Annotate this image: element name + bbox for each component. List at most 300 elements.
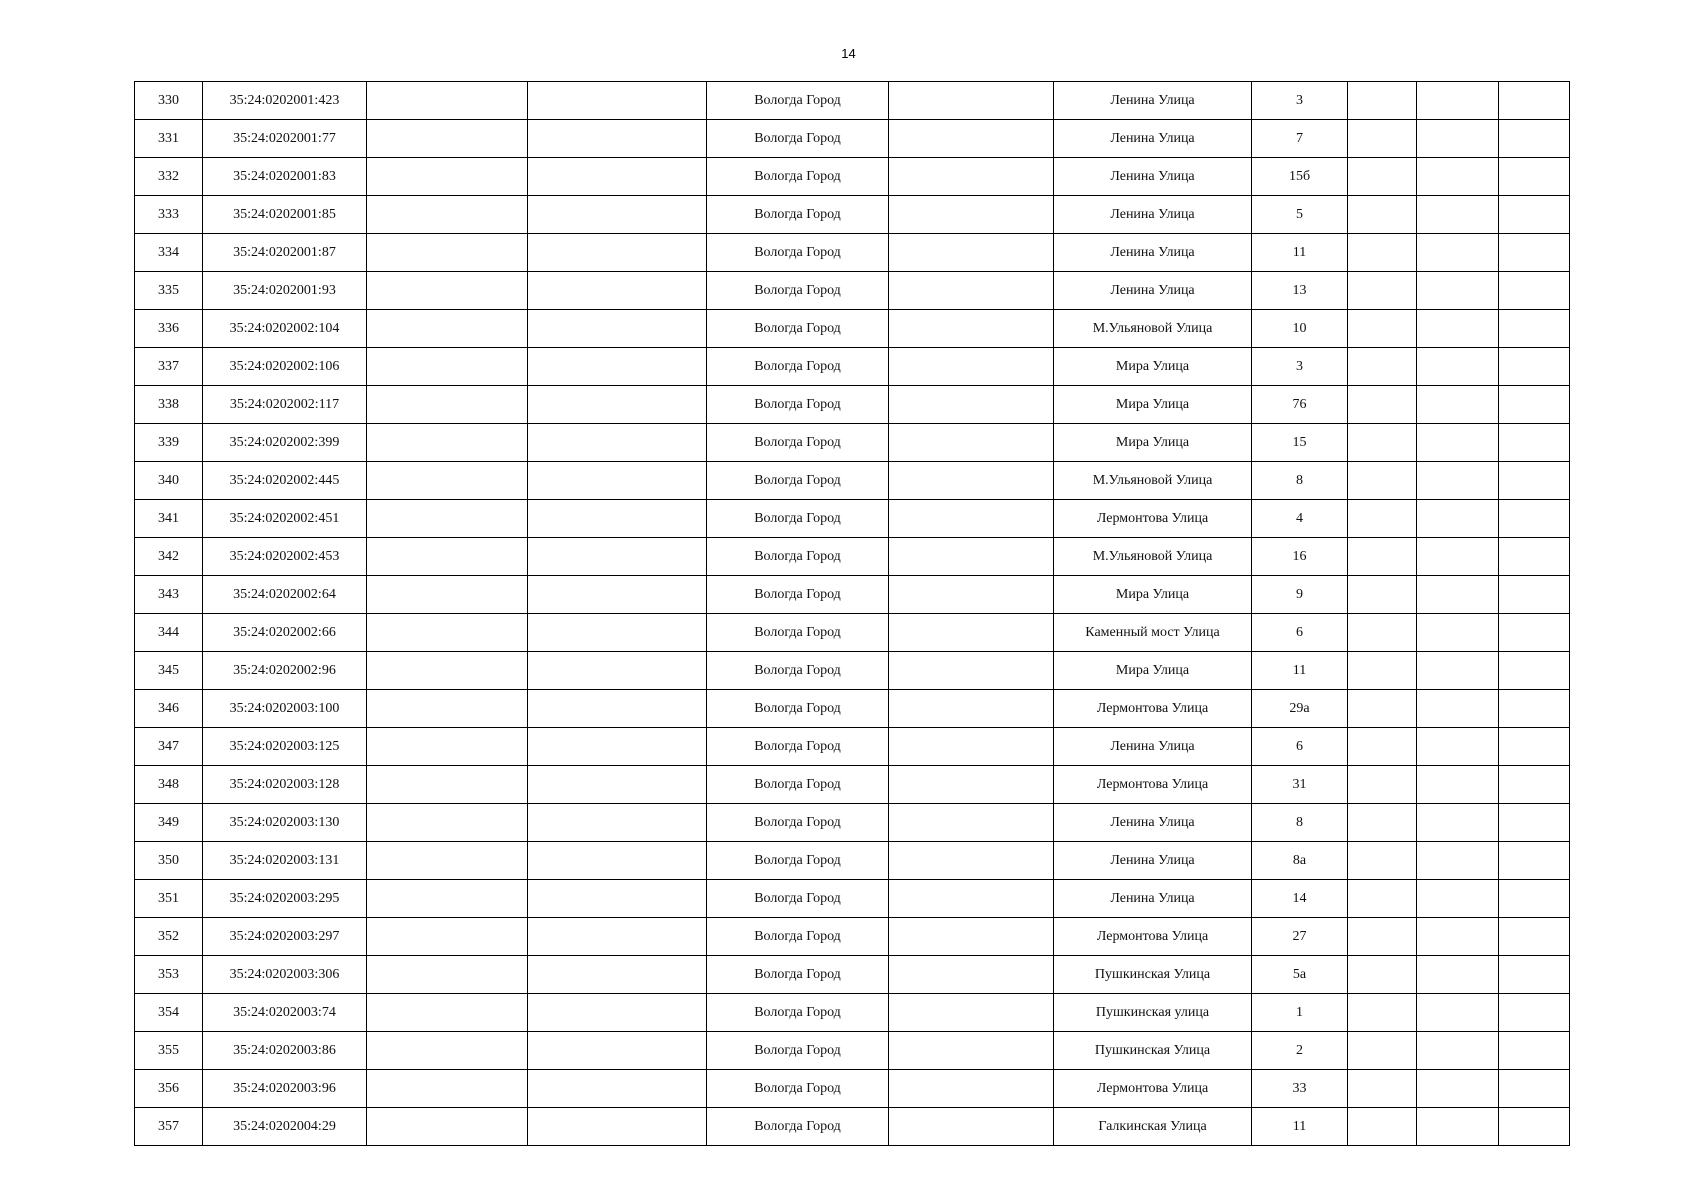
table-row — [135, 956, 1570, 994]
row-number-cell: 357 — [135, 1108, 203, 1146]
empty-cell — [1499, 1108, 1570, 1146]
city-cell: Вологда Город — [707, 918, 889, 956]
table-row — [135, 120, 1570, 158]
empty-cell — [1348, 424, 1417, 462]
table-row — [135, 728, 1570, 766]
empty-cell — [1417, 158, 1499, 196]
city-cell: Вологда Город — [707, 766, 889, 804]
empty-cell — [1348, 1108, 1417, 1146]
city-cell: Вологда Город — [707, 842, 889, 880]
house-number-cell: 4 — [1252, 500, 1348, 538]
empty-cell — [889, 82, 1054, 120]
empty-cell — [528, 158, 707, 196]
empty-cell — [1499, 994, 1570, 1032]
empty-cell — [1499, 120, 1570, 158]
empty-cell — [1348, 158, 1417, 196]
empty-cell — [1499, 652, 1570, 690]
empty-cell — [889, 918, 1054, 956]
empty-cell — [1348, 956, 1417, 994]
cadastral-number-cell: 35:24:0202003:96 — [203, 1070, 367, 1108]
empty-cell — [528, 766, 707, 804]
empty-cell — [1499, 386, 1570, 424]
empty-cell — [367, 728, 528, 766]
house-number-cell: 8 — [1252, 462, 1348, 500]
empty-cell — [1348, 576, 1417, 614]
city-cell: Вологда Город — [707, 82, 889, 120]
empty-cell — [528, 1032, 707, 1070]
row-number-cell: 343 — [135, 576, 203, 614]
table-row — [135, 614, 1570, 652]
row-number-cell: 332 — [135, 158, 203, 196]
empty-cell — [1417, 310, 1499, 348]
cadastral-number-cell: 35:24:0202003:297 — [203, 918, 367, 956]
empty-cell — [1348, 1032, 1417, 1070]
table-row — [135, 652, 1570, 690]
street-cell: Лермонтова Улица — [1054, 1070, 1252, 1108]
table-row — [135, 842, 1570, 880]
street-cell: Мира Улица — [1054, 424, 1252, 462]
empty-cell — [367, 1108, 528, 1146]
cadastral-number-cell: 35:24:0202003:125 — [203, 728, 367, 766]
cadastral-number-cell: 35:24:0202003:86 — [203, 1032, 367, 1070]
row-number-cell: 333 — [135, 196, 203, 234]
row-number-cell: 338 — [135, 386, 203, 424]
empty-cell — [367, 310, 528, 348]
empty-cell — [1348, 310, 1417, 348]
empty-cell — [1417, 120, 1499, 158]
page-number: 14 — [841, 46, 856, 61]
table-row — [135, 766, 1570, 804]
row-number-cell: 352 — [135, 918, 203, 956]
empty-cell — [528, 120, 707, 158]
empty-cell — [367, 234, 528, 272]
empty-cell — [1348, 348, 1417, 386]
cadastral-number-cell: 35:24:0202001:85 — [203, 196, 367, 234]
street-cell: Ленина Улица — [1054, 272, 1252, 310]
house-number-cell: 1 — [1252, 994, 1348, 1032]
empty-cell — [1348, 880, 1417, 918]
empty-cell — [367, 158, 528, 196]
street-cell: Ленина Улица — [1054, 842, 1252, 880]
street-cell: Ленина Улица — [1054, 728, 1252, 766]
house-number-cell: 14 — [1252, 880, 1348, 918]
empty-cell — [528, 196, 707, 234]
empty-cell — [1348, 918, 1417, 956]
empty-cell — [367, 652, 528, 690]
empty-cell — [367, 576, 528, 614]
house-number-cell: 11 — [1252, 652, 1348, 690]
table-row — [135, 690, 1570, 728]
empty-cell — [1348, 196, 1417, 234]
empty-cell — [528, 500, 707, 538]
empty-cell — [889, 500, 1054, 538]
street-cell: Каменный мост Улица — [1054, 614, 1252, 652]
empty-cell — [1348, 842, 1417, 880]
city-cell: Вологда Город — [707, 728, 889, 766]
table-row — [135, 158, 1570, 196]
house-number-cell: 9 — [1252, 576, 1348, 614]
street-cell: Мира Улица — [1054, 652, 1252, 690]
table-row — [135, 386, 1570, 424]
table-row — [135, 310, 1570, 348]
cadastral-number-cell: 35:24:0202002:64 — [203, 576, 367, 614]
city-cell: Вологда Город — [707, 120, 889, 158]
empty-cell — [1499, 956, 1570, 994]
empty-cell — [367, 994, 528, 1032]
street-cell: М.Ульяновой Улица — [1054, 538, 1252, 576]
empty-cell — [1499, 804, 1570, 842]
empty-cell — [1348, 120, 1417, 158]
empty-cell — [1417, 424, 1499, 462]
street-cell: Лермонтова Улица — [1054, 500, 1252, 538]
empty-cell — [889, 994, 1054, 1032]
city-cell: Вологда Город — [707, 538, 889, 576]
city-cell: Вологда Город — [707, 994, 889, 1032]
empty-cell — [367, 614, 528, 652]
empty-cell — [367, 842, 528, 880]
empty-cell — [1417, 500, 1499, 538]
empty-cell — [1417, 234, 1499, 272]
city-cell: Вологда Город — [707, 500, 889, 538]
house-number-cell: 5а — [1252, 956, 1348, 994]
city-cell: Вологда Город — [707, 652, 889, 690]
street-cell: Ленина Улица — [1054, 196, 1252, 234]
table-row — [135, 234, 1570, 272]
house-number-cell: 15б — [1252, 158, 1348, 196]
empty-cell — [1499, 348, 1570, 386]
city-cell: Вологда Город — [707, 234, 889, 272]
city-cell: Вологда Город — [707, 272, 889, 310]
city-cell: Вологда Город — [707, 1032, 889, 1070]
row-number-cell: 350 — [135, 842, 203, 880]
street-cell: Галкинская Улица — [1054, 1108, 1252, 1146]
empty-cell — [1499, 272, 1570, 310]
street-cell: Мира Улица — [1054, 386, 1252, 424]
empty-cell — [528, 538, 707, 576]
empty-cell — [1499, 424, 1570, 462]
cadastral-number-cell: 35:24:0202001:83 — [203, 158, 367, 196]
table-row — [135, 1108, 1570, 1146]
empty-cell — [367, 880, 528, 918]
empty-cell — [1417, 82, 1499, 120]
house-number-cell: 5 — [1252, 196, 1348, 234]
empty-cell — [1499, 234, 1570, 272]
empty-cell — [1417, 652, 1499, 690]
empty-cell — [1348, 538, 1417, 576]
house-number-cell: 8 — [1252, 804, 1348, 842]
house-number-cell: 29а — [1252, 690, 1348, 728]
empty-cell — [1499, 82, 1570, 120]
empty-cell — [1417, 1070, 1499, 1108]
city-cell: Вологда Город — [707, 310, 889, 348]
empty-cell — [1417, 994, 1499, 1032]
house-number-cell: 3 — [1252, 348, 1348, 386]
table-row — [135, 462, 1570, 500]
empty-cell — [1348, 272, 1417, 310]
empty-cell — [528, 82, 707, 120]
city-cell: Вологда Город — [707, 424, 889, 462]
row-number-cell: 334 — [135, 234, 203, 272]
house-number-cell: 8а — [1252, 842, 1348, 880]
empty-cell — [889, 386, 1054, 424]
empty-cell — [1348, 728, 1417, 766]
empty-cell — [367, 424, 528, 462]
empty-cell — [1417, 538, 1499, 576]
house-number-cell: 2 — [1252, 1032, 1348, 1070]
table-row — [135, 196, 1570, 234]
empty-cell — [367, 348, 528, 386]
empty-cell — [528, 272, 707, 310]
house-number-cell: 15 — [1252, 424, 1348, 462]
empty-cell — [889, 614, 1054, 652]
empty-cell — [528, 234, 707, 272]
cadastral-number-cell: 35:24:0202003:306 — [203, 956, 367, 994]
table-row — [135, 348, 1570, 386]
row-number-cell: 348 — [135, 766, 203, 804]
cadastral-number-cell: 35:24:0202002:96 — [203, 652, 367, 690]
table-row — [135, 424, 1570, 462]
empty-cell — [1348, 82, 1417, 120]
cadastral-number-cell: 35:24:0202002:451 — [203, 500, 367, 538]
empty-cell — [528, 1108, 707, 1146]
table-row — [135, 994, 1570, 1032]
cadastral-number-cell: 35:24:0202003:295 — [203, 880, 367, 918]
empty-cell — [1348, 614, 1417, 652]
empty-cell — [367, 1070, 528, 1108]
house-number-cell: 6 — [1252, 614, 1348, 652]
empty-cell — [1348, 386, 1417, 424]
empty-cell — [1417, 804, 1499, 842]
city-cell: Вологда Город — [707, 462, 889, 500]
cadastral-number-cell: 35:24:0202003:74 — [203, 994, 367, 1032]
empty-cell — [1417, 918, 1499, 956]
empty-cell — [889, 804, 1054, 842]
house-number-cell: 11 — [1252, 1108, 1348, 1146]
row-number-cell: 340 — [135, 462, 203, 500]
city-cell: Вологда Город — [707, 804, 889, 842]
empty-cell — [528, 804, 707, 842]
table-row — [135, 500, 1570, 538]
row-number-cell: 354 — [135, 994, 203, 1032]
empty-cell — [367, 766, 528, 804]
empty-cell — [889, 956, 1054, 994]
cadastral-number-cell: 35:24:0202002:66 — [203, 614, 367, 652]
row-number-cell: 339 — [135, 424, 203, 462]
empty-cell — [528, 994, 707, 1032]
row-number-cell: 342 — [135, 538, 203, 576]
empty-cell — [889, 158, 1054, 196]
street-cell: Ленина Улица — [1054, 234, 1252, 272]
empty-cell — [1499, 690, 1570, 728]
row-number-cell: 335 — [135, 272, 203, 310]
empty-cell — [1348, 766, 1417, 804]
table-body — [135, 82, 1570, 1146]
cadastral-number-cell: 35:24:0202001:423 — [203, 82, 367, 120]
empty-cell — [528, 310, 707, 348]
empty-cell — [528, 576, 707, 614]
city-cell: Вологда Город — [707, 880, 889, 918]
house-number-cell: 27 — [1252, 918, 1348, 956]
empty-cell — [889, 728, 1054, 766]
empty-cell — [889, 196, 1054, 234]
empty-cell — [367, 918, 528, 956]
cadastral-number-cell: 35:24:0202001:87 — [203, 234, 367, 272]
empty-cell — [889, 1070, 1054, 1108]
cadastral-number-cell: 35:24:0202001:77 — [203, 120, 367, 158]
city-cell: Вологда Город — [707, 1070, 889, 1108]
empty-cell — [1499, 842, 1570, 880]
empty-cell — [528, 728, 707, 766]
city-cell: Вологда Город — [707, 576, 889, 614]
cadastral-number-cell: 35:24:0202002:453 — [203, 538, 367, 576]
empty-cell — [528, 918, 707, 956]
empty-cell — [528, 424, 707, 462]
street-cell: Пушкинская Улица — [1054, 1032, 1252, 1070]
street-cell: М.Ульяновой Улица — [1054, 462, 1252, 500]
empty-cell — [1417, 690, 1499, 728]
empty-cell — [1417, 614, 1499, 652]
empty-cell — [528, 348, 707, 386]
cadastral-number-cell: 35:24:0202002:106 — [203, 348, 367, 386]
empty-cell — [367, 386, 528, 424]
row-number-cell: 345 — [135, 652, 203, 690]
table-row — [135, 1032, 1570, 1070]
cadastral-number-cell: 35:24:0202002:104 — [203, 310, 367, 348]
empty-cell — [528, 462, 707, 500]
empty-cell — [1348, 690, 1417, 728]
empty-cell — [1499, 880, 1570, 918]
row-number-cell: 331 — [135, 120, 203, 158]
empty-cell — [367, 956, 528, 994]
empty-cell — [889, 690, 1054, 728]
house-number-cell: 13 — [1252, 272, 1348, 310]
street-cell: Ленина Улица — [1054, 82, 1252, 120]
empty-cell — [889, 576, 1054, 614]
empty-cell — [1499, 500, 1570, 538]
street-cell: Ленина Улица — [1054, 120, 1252, 158]
table-row — [135, 918, 1570, 956]
street-cell: М.Ульяновой Улица — [1054, 310, 1252, 348]
row-number-cell: 355 — [135, 1032, 203, 1070]
street-cell: Лермонтова Улица — [1054, 690, 1252, 728]
city-cell: Вологда Город — [707, 690, 889, 728]
row-number-cell: 349 — [135, 804, 203, 842]
empty-cell — [528, 614, 707, 652]
table-row — [135, 576, 1570, 614]
empty-cell — [889, 310, 1054, 348]
empty-cell — [889, 1108, 1054, 1146]
empty-cell — [367, 120, 528, 158]
empty-cell — [1417, 1032, 1499, 1070]
table-row — [135, 538, 1570, 576]
row-number-cell: 351 — [135, 880, 203, 918]
empty-cell — [1499, 614, 1570, 652]
empty-cell — [528, 842, 707, 880]
empty-cell — [889, 348, 1054, 386]
empty-cell — [367, 500, 528, 538]
empty-cell — [1417, 766, 1499, 804]
table-row — [135, 272, 1570, 310]
empty-cell — [1417, 880, 1499, 918]
house-number-cell: 33 — [1252, 1070, 1348, 1108]
empty-cell — [528, 880, 707, 918]
cadastral-number-cell: 35:24:0202001:93 — [203, 272, 367, 310]
row-number-cell: 337 — [135, 348, 203, 386]
empty-cell — [1499, 918, 1570, 956]
house-number-cell: 31 — [1252, 766, 1348, 804]
city-cell: Вологда Город — [707, 348, 889, 386]
empty-cell — [889, 880, 1054, 918]
house-number-cell: 76 — [1252, 386, 1348, 424]
house-number-cell: 7 — [1252, 120, 1348, 158]
empty-cell — [1348, 462, 1417, 500]
empty-cell — [1499, 538, 1570, 576]
empty-cell — [889, 462, 1054, 500]
empty-cell — [367, 690, 528, 728]
house-number-cell: 6 — [1252, 728, 1348, 766]
city-cell: Вологда Город — [707, 196, 889, 234]
row-number-cell: 347 — [135, 728, 203, 766]
empty-cell — [1417, 272, 1499, 310]
street-cell: Ленина Улица — [1054, 804, 1252, 842]
house-number-cell: 11 — [1252, 234, 1348, 272]
empty-cell — [1417, 196, 1499, 234]
empty-cell — [889, 272, 1054, 310]
empty-cell — [1348, 994, 1417, 1032]
row-number-cell: 344 — [135, 614, 203, 652]
row-number-cell: 353 — [135, 956, 203, 994]
cadastral-number-cell: 35:24:0202002:445 — [203, 462, 367, 500]
empty-cell — [528, 690, 707, 728]
empty-cell — [1417, 1108, 1499, 1146]
city-cell: Вологда Город — [707, 614, 889, 652]
city-cell: Вологда Город — [707, 1108, 889, 1146]
empty-cell — [889, 766, 1054, 804]
table-row — [135, 82, 1570, 120]
street-cell: Ленина Улица — [1054, 880, 1252, 918]
empty-cell — [1499, 728, 1570, 766]
row-number-cell: 330 — [135, 82, 203, 120]
empty-cell — [889, 234, 1054, 272]
empty-cell — [1417, 576, 1499, 614]
empty-cell — [889, 538, 1054, 576]
house-number-cell: 16 — [1252, 538, 1348, 576]
empty-cell — [367, 804, 528, 842]
empty-cell — [1499, 158, 1570, 196]
empty-cell — [1499, 576, 1570, 614]
street-cell: Пушкинская Улица — [1054, 956, 1252, 994]
empty-cell — [528, 652, 707, 690]
cadastral-number-cell: 35:24:0202003:130 — [203, 804, 367, 842]
empty-cell — [1348, 804, 1417, 842]
row-number-cell: 336 — [135, 310, 203, 348]
empty-cell — [889, 120, 1054, 158]
empty-cell — [1499, 1070, 1570, 1108]
empty-cell — [528, 386, 707, 424]
empty-cell — [1417, 956, 1499, 994]
cadastral-number-cell: 35:24:0202004:29 — [203, 1108, 367, 1146]
empty-cell — [367, 82, 528, 120]
city-cell: Вологда Город — [707, 956, 889, 994]
house-number-cell: 10 — [1252, 310, 1348, 348]
street-cell: Лермонтова Улица — [1054, 918, 1252, 956]
house-number-cell: 3 — [1252, 82, 1348, 120]
empty-cell — [367, 538, 528, 576]
table-row — [135, 880, 1570, 918]
empty-cell — [1348, 500, 1417, 538]
row-number-cell: 341 — [135, 500, 203, 538]
empty-cell — [1348, 1070, 1417, 1108]
